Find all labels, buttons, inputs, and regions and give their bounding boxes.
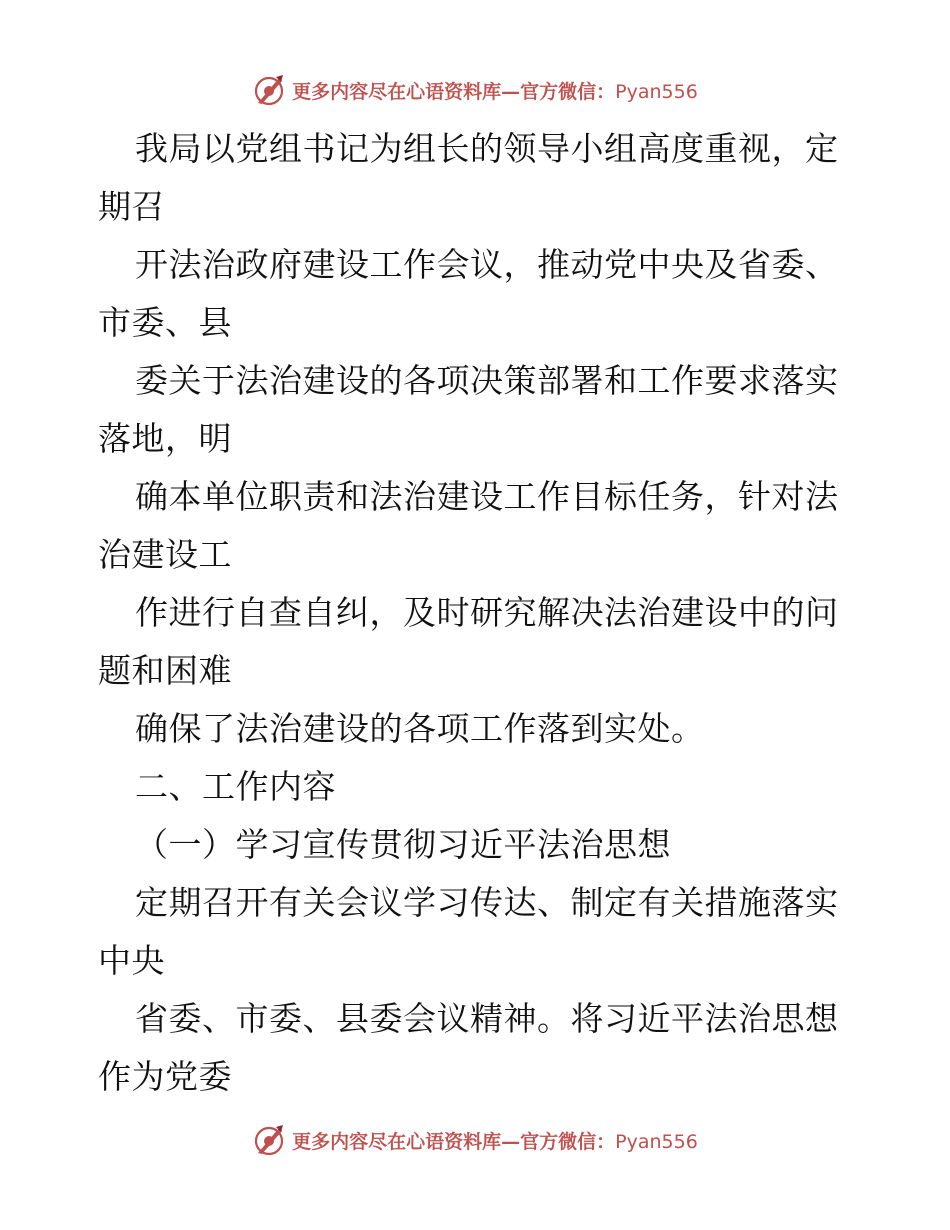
footer-banner — [0, 1120, 950, 1160]
body-line-2: 期召 — [98, 187, 165, 226]
body-line-3: 开法治政府建设工作会议，推动党中央及省委、 — [135, 245, 839, 284]
body-line-8: 治建设工 — [98, 535, 232, 574]
footer-banner-text — [292, 1127, 698, 1154]
body-line-11: 确保了法治建设的各项工作落到实处。 — [135, 709, 705, 748]
body-line-17: 作为党委 — [98, 1057, 232, 1096]
body-line-10: 题和困难 — [98, 651, 232, 690]
document-body — [98, 120, 858, 1106]
body-line-7: 确本单位职责和法治建设工作目标任务，针对法 — [135, 477, 839, 516]
body-line-6: 落地，明 — [98, 419, 232, 458]
header-banner-cn: 更多内容尽在心语资料库—官方微信： — [292, 80, 616, 103]
subsection-heading: （一）学习宣传贯彻习近平法治思想 — [135, 825, 671, 864]
logo-quill-icon — [252, 73, 286, 107]
section-heading: 二、工作内容 — [135, 767, 336, 806]
logo-quill-icon — [252, 1123, 286, 1157]
body-line-15: 中央 — [98, 941, 165, 980]
body-line-1: 我局以党组书记为组长的领导小组高度重视，定 — [135, 129, 839, 168]
body-line-5: 委关于法治建设的各项决策部署和工作要求落实 — [135, 361, 839, 400]
body-line-9: 作进行自查自纠，及时研究解决法治建设中的问 — [135, 593, 839, 632]
body-line-16: 省委、市委、县委会议精神。将习近平法治思想 — [135, 999, 839, 1038]
body-line-14: 定期召开有关会议学习传达、制定有关措施落实 — [135, 883, 839, 922]
header-banner — [0, 70, 950, 110]
header-banner-text — [292, 77, 698, 104]
header-banner-wechat-id: Pyan556 — [615, 80, 698, 103]
footer-banner-wechat-id: Pyan556 — [615, 1130, 698, 1153]
body-line-4: 市委、县 — [98, 303, 232, 342]
footer-banner-cn: 更多内容尽在心语资料库—官方微信： — [292, 1130, 616, 1153]
